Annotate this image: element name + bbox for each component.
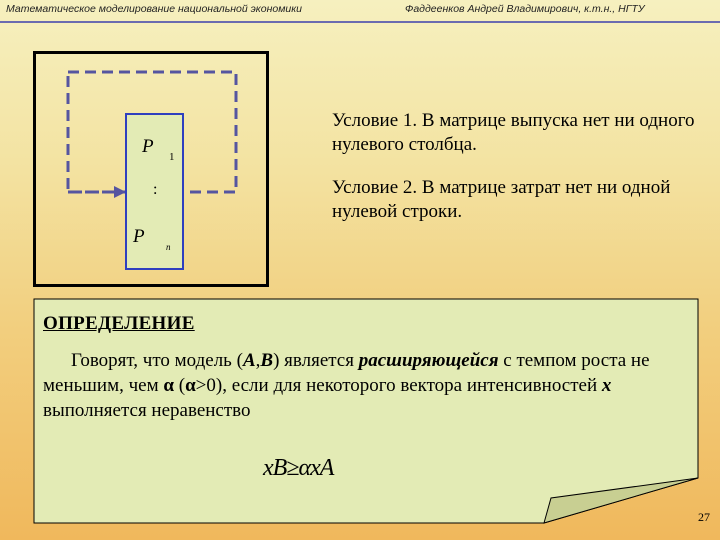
- matrix-diagram: [33, 51, 269, 287]
- header-divider: [0, 21, 720, 23]
- header-course-title: Математическое моделирование национальной экономики: [6, 3, 303, 15]
- def-var-x: x: [601, 375, 612, 396]
- process-bottom-index: n: [166, 242, 171, 252]
- diagram-svg: [36, 54, 266, 284]
- definition-title: ОПРЕДЕЛЕНИЕ: [43, 313, 195, 334]
- def-part-2: ) является: [273, 350, 359, 371]
- process-top-index: 1: [169, 151, 175, 163]
- def-var-B: B: [260, 350, 274, 371]
- header-author: Фаддеенков Андрей Владимирович, к.т.н., НГТУ: [405, 3, 645, 15]
- def-alpha: α: [163, 375, 174, 396]
- def-part-5: >0), если для некоторого вектора интенсивностей: [195, 375, 602, 396]
- condition-2: Условие 2. В матрице затрат нет ни одной нулевой строки.: [332, 177, 671, 222]
- slide-header: [0, 0, 720, 24]
- def-part-6: выполняется неравенство: [43, 400, 251, 421]
- process-bottom-label: P: [133, 226, 145, 247]
- def-var-A: A: [242, 350, 256, 371]
- def-expanding: расширяющейся: [358, 350, 499, 371]
- arrow-head-icon: [114, 186, 126, 198]
- process-top-label: P: [142, 136, 154, 157]
- def-part-4: (: [173, 375, 186, 396]
- def-alpha-2: α: [185, 375, 196, 396]
- def-part-3: с темпом роста не меньшим, чем: [43, 350, 650, 396]
- process-dots: :: [153, 181, 158, 198]
- condition-1: Условие 1. В матрице выпуска нет ни одного нулевого столбца.: [332, 110, 695, 155]
- def-part-1: Говорят, что модель (: [71, 350, 243, 371]
- def-comma: ,: [255, 350, 261, 371]
- page-number: 27: [698, 510, 710, 524]
- definition-text: [43, 348, 683, 423]
- inequality-formula: xB≥αxA: [263, 455, 334, 481]
